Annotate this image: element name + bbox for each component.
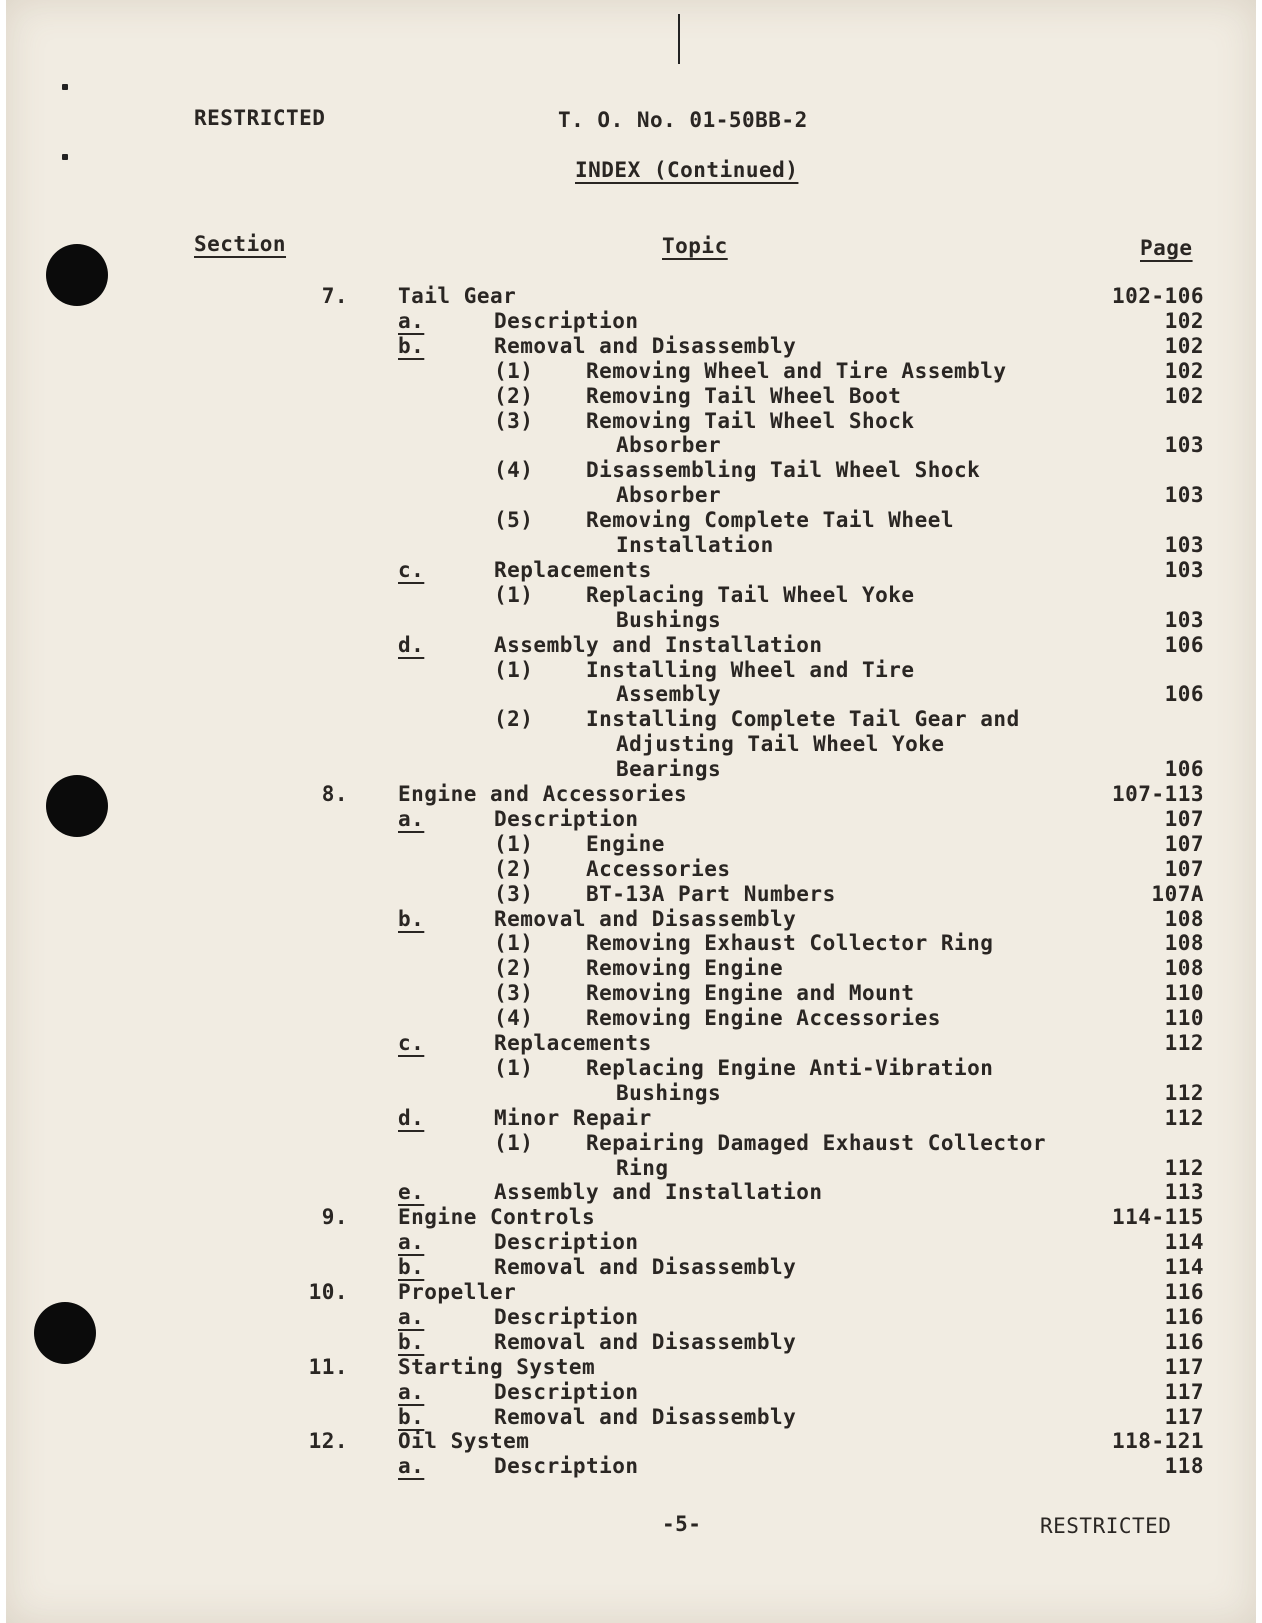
- entry-marker: c.: [398, 1031, 425, 1055]
- entry-page-number: 117: [1164, 1354, 1204, 1379]
- index-entry: [6, 658, 1256, 683]
- entry-page-number: 112: [1164, 1105, 1204, 1130]
- entry-marker: e.: [398, 1180, 425, 1205]
- document-page: [6, 0, 1256, 1623]
- index-entry: [6, 1330, 1256, 1355]
- index-entry: [6, 732, 1256, 757]
- entry-marker: (1): [494, 358, 534, 383]
- entry-section-number: 12.: [308, 1429, 348, 1454]
- entry-topic: Removing Exhaust Collector Ring: [586, 931, 994, 956]
- index-entry: [6, 1380, 1256, 1405]
- entry-section-number: 9.: [321, 1205, 348, 1230]
- entry-page-number: 103: [1164, 483, 1204, 508]
- index-entry: [6, 1429, 1256, 1454]
- entry-page-number: 114: [1164, 1230, 1204, 1255]
- entry-page-number: 106: [1164, 632, 1204, 657]
- index-entry: [6, 309, 1256, 334]
- entry-topic: BT-13A Part Numbers: [586, 881, 836, 906]
- entry-page-number: 108: [1164, 931, 1204, 956]
- entry-topic: Description: [494, 308, 639, 333]
- index-entry: [6, 1454, 1256, 1479]
- entry-topic: Description: [494, 806, 639, 831]
- index-entry: [6, 832, 1256, 857]
- entry-marker: d.: [398, 632, 425, 657]
- fold-mark: [678, 14, 680, 64]
- entry-marker: (1): [494, 831, 534, 856]
- entry-topic: Assembly and Installation: [494, 1180, 823, 1205]
- index-entry: [6, 458, 1256, 483]
- entry-page-number: 110: [1164, 1006, 1204, 1031]
- punch-dot-top: [62, 84, 68, 90]
- entry-page-number: 103: [1164, 607, 1204, 632]
- entry-topic: Assembly and Installation: [494, 632, 823, 657]
- entry-page-number: 118: [1164, 1454, 1204, 1479]
- entry-topic: Repairing Damaged Exhaust Collector: [586, 1130, 1047, 1155]
- index-entry: [6, 1156, 1256, 1181]
- index-entry: [6, 533, 1256, 558]
- index-entry: [6, 384, 1256, 409]
- entry-page-number: 106: [1164, 682, 1204, 707]
- index-entry: [6, 334, 1256, 359]
- entry-topic: Minor Repair: [494, 1105, 652, 1130]
- entry-page-number: 117: [1164, 1379, 1204, 1404]
- entry-section-number: 11.: [308, 1354, 348, 1379]
- entry-marker: (1): [494, 657, 534, 682]
- entry-topic: Bearings: [616, 757, 722, 782]
- entry-page-number: 112: [1164, 1031, 1204, 1055]
- entry-page-number: 112: [1164, 1155, 1204, 1180]
- entry-marker: (2): [494, 856, 534, 881]
- entry-page-number: 102: [1164, 358, 1204, 383]
- header-restricted-label: RESTRICTED: [194, 106, 326, 130]
- entry-marker: (1): [494, 582, 534, 607]
- topic-column-header: Topic: [662, 234, 728, 258]
- entry-section-number: 8.: [321, 782, 348, 806]
- entry-topic: Adjusting Tail Wheel Yoke: [616, 732, 945, 757]
- entry-topic: Description: [494, 1230, 639, 1255]
- index-entry: [6, 1056, 1256, 1081]
- entry-topic: Installing Complete Tail Gear and: [586, 707, 1020, 732]
- entry-page-number: 116: [1164, 1329, 1204, 1354]
- entry-marker: a.: [398, 806, 425, 831]
- entry-marker: a.: [398, 1230, 425, 1255]
- entry-page-number: 102: [1164, 333, 1204, 358]
- entry-topic: Oil System: [398, 1429, 530, 1454]
- index-entry: [6, 433, 1256, 458]
- entry-topic: Accessories: [586, 856, 731, 881]
- index-entry: [6, 782, 1256, 807]
- entry-page-number: 117: [1164, 1404, 1204, 1429]
- entry-page-number: 107: [1164, 831, 1204, 856]
- index-entry: [6, 1255, 1256, 1280]
- entry-marker: (1): [494, 931, 534, 956]
- entry-topic: Removing Wheel and Tire Assembly: [586, 358, 1007, 383]
- entry-topic: Bushings: [616, 607, 722, 632]
- entry-section-number: 7.: [321, 284, 348, 308]
- entry-topic: Removal and Disassembly: [494, 906, 797, 931]
- entry-page-number: 118-121: [1111, 1429, 1204, 1454]
- entry-topic: Tail Gear: [398, 284, 517, 308]
- index-entry: [6, 981, 1256, 1006]
- entry-page-number: 114: [1164, 1255, 1204, 1280]
- entry-topic: Installing Wheel and Tire: [586, 657, 915, 682]
- entry-topic: Removing Engine: [586, 956, 784, 981]
- entry-page-number: 107: [1164, 856, 1204, 881]
- entry-page-number: 106: [1164, 757, 1204, 782]
- entry-topic: Replacing Engine Anti-Vibration: [586, 1055, 994, 1080]
- index-entry: [6, 807, 1256, 832]
- index-entry: [6, 359, 1256, 384]
- entry-page-number: 102: [1164, 383, 1204, 408]
- entry-marker: (3): [494, 408, 534, 433]
- entry-topic: Engine Controls: [398, 1205, 596, 1230]
- entry-marker: a.: [398, 1379, 425, 1404]
- entry-marker: (5): [494, 508, 534, 533]
- entry-page-number: 103: [1164, 533, 1204, 557]
- index-entry: [6, 1305, 1256, 1330]
- index-entry: [6, 1131, 1256, 1156]
- index-entry: [6, 1230, 1256, 1255]
- entry-marker: c.: [398, 557, 425, 582]
- entry-page-number: 107-113: [1111, 782, 1204, 806]
- entry-section-number: 10.: [308, 1280, 348, 1304]
- entry-page-number: 107A: [1151, 881, 1204, 906]
- entry-marker: (4): [494, 1006, 534, 1031]
- entry-topic: Replacements: [494, 1031, 652, 1055]
- entry-topic: Removing Tail Wheel Shock: [586, 408, 915, 433]
- entry-marker: b.: [398, 1255, 425, 1280]
- entry-topic: Assembly: [616, 682, 722, 707]
- index-entry: [6, 1031, 1256, 1056]
- index-entry: [6, 483, 1256, 508]
- entry-page-number: 110: [1164, 981, 1204, 1006]
- entry-marker: a.: [398, 1454, 425, 1479]
- entry-marker: (2): [494, 956, 534, 981]
- index-entry: [6, 757, 1256, 782]
- index-entry: [6, 882, 1256, 907]
- entry-page-number: 116: [1164, 1280, 1204, 1304]
- entry-topic: Removing Engine Accessories: [586, 1006, 941, 1031]
- index-entry: [6, 1081, 1256, 1106]
- index-entry: [6, 633, 1256, 658]
- entry-topic: Removal and Disassembly: [494, 1404, 797, 1429]
- page-number: -5-: [662, 1512, 702, 1536]
- page-title: INDEX (Continued): [575, 158, 799, 182]
- index-entry: [6, 1180, 1256, 1205]
- entry-marker: a.: [398, 1304, 425, 1329]
- entry-marker: (2): [494, 383, 534, 408]
- entry-page-number: 103: [1164, 557, 1204, 582]
- entry-marker: a.: [398, 308, 425, 333]
- entry-topic: Removal and Disassembly: [494, 1255, 797, 1280]
- index-entry: [6, 508, 1256, 533]
- entry-marker: (4): [494, 458, 534, 483]
- entry-topic: Removal and Disassembly: [494, 333, 797, 358]
- index-entry: [6, 1106, 1256, 1131]
- index-entry: [6, 707, 1256, 732]
- index-entry: [6, 907, 1256, 932]
- index-entry: [6, 931, 1256, 956]
- index-entry: [6, 1006, 1256, 1031]
- entry-topic: Starting System: [398, 1354, 596, 1379]
- entry-marker: b.: [398, 1404, 425, 1429]
- entry-page-number: 116: [1164, 1304, 1204, 1329]
- index-entry: [6, 956, 1256, 981]
- index-entry: [6, 409, 1256, 434]
- entry-marker: (3): [494, 981, 534, 1006]
- entry-topic: Absorber: [616, 433, 722, 458]
- entry-page-number: 102-106: [1111, 284, 1204, 308]
- index-entry: [6, 1405, 1256, 1430]
- entry-topic: Removing Tail Wheel Boot: [586, 383, 902, 408]
- entry-page-number: 114-115: [1111, 1205, 1204, 1230]
- entry-page-number: 103: [1164, 433, 1204, 458]
- entry-page-number: 102: [1164, 308, 1204, 333]
- entry-marker: (3): [494, 881, 534, 906]
- index-entry: [6, 284, 1256, 309]
- index-entry: [6, 857, 1256, 882]
- entry-topic: Ring: [616, 1155, 669, 1180]
- index-entry: [6, 1355, 1256, 1380]
- section-column-header: Section: [194, 232, 287, 256]
- entry-topic: Installation: [616, 533, 774, 557]
- entry-marker: b.: [398, 1329, 425, 1354]
- entry-marker: (2): [494, 707, 534, 732]
- entry-marker: b.: [398, 906, 425, 931]
- entry-topic: Replacements: [494, 557, 652, 582]
- entry-topic: Removing Engine and Mount: [586, 981, 915, 1006]
- entry-marker: d.: [398, 1105, 425, 1130]
- entry-page-number: 107: [1164, 806, 1204, 831]
- footer-restricted-label: RESTRICTED: [1040, 1514, 1172, 1538]
- entry-topic: Description: [494, 1304, 639, 1329]
- punch-dot-second: [62, 154, 68, 160]
- entry-page-number: 113: [1164, 1180, 1204, 1205]
- entry-topic: Removing Complete Tail Wheel: [586, 508, 955, 533]
- entry-marker: (1): [494, 1055, 534, 1080]
- entry-marker: b.: [398, 333, 425, 358]
- index-entry: [6, 1280, 1256, 1305]
- entry-page-number: 108: [1164, 906, 1204, 931]
- entry-page-number: 112: [1164, 1080, 1204, 1105]
- index-entry: [6, 608, 1256, 633]
- entry-topic: Absorber: [616, 483, 722, 508]
- entry-topic: Bushings: [616, 1080, 722, 1105]
- entry-topic: Propeller: [398, 1280, 517, 1304]
- page-column-header: Page: [1140, 236, 1193, 260]
- entry-topic: Description: [494, 1454, 639, 1479]
- index-entry: [6, 583, 1256, 608]
- entry-topic: Engine: [586, 831, 665, 856]
- index-entry: [6, 558, 1256, 583]
- index-entry: [6, 682, 1256, 707]
- entry-topic: Removal and Disassembly: [494, 1329, 797, 1354]
- entry-marker: (1): [494, 1130, 534, 1155]
- entry-topic: Disassembling Tail Wheel Shock: [586, 458, 981, 483]
- index-entry: [6, 1205, 1256, 1230]
- entry-topic: Replacing Tail Wheel Yoke: [586, 582, 915, 607]
- technical-order-number: T. O. No. 01-50BB-2: [558, 108, 808, 132]
- entry-topic: Description: [494, 1379, 639, 1404]
- entry-page-number: 108: [1164, 956, 1204, 981]
- entry-topic: Engine and Accessories: [398, 782, 688, 806]
